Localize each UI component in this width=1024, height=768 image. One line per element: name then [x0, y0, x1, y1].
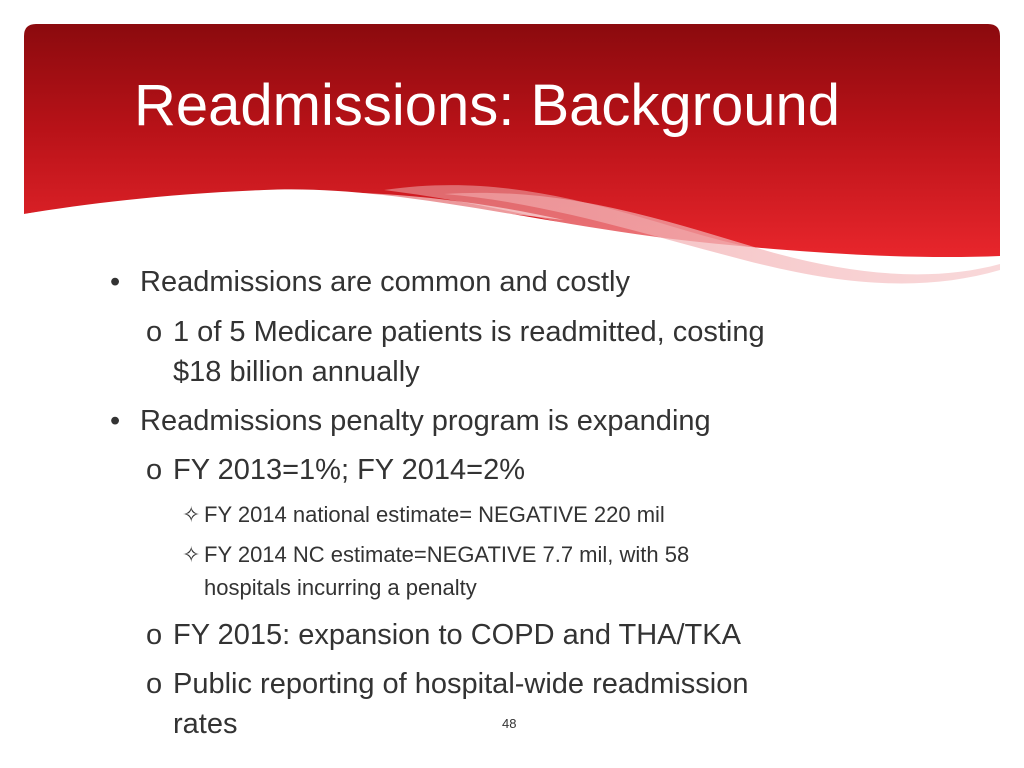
- sub-bullet-text-2-3-line2: rates: [173, 708, 238, 740]
- sub-sub-bullet-marker-2-1-2: ✧: [182, 542, 201, 567]
- sub-bullet-text-1-1-line1: 1 of 5 Medicare patients is readmitted, costing: [173, 316, 765, 348]
- sub-sub-bullet-text-2-1-1: FY 2014 national estimate= NEGATIVE 220 mil: [204, 502, 665, 527]
- sub-bullet-text-2-2: FY 2015: expansion to COPD and THA/TKA: [173, 619, 741, 651]
- sub-bullet-marker-2-1: o: [146, 454, 163, 486]
- page-number: 48: [502, 716, 517, 731]
- sub-bullet-marker-2-2: o: [146, 619, 163, 651]
- sub-sub-bullet-marker-2-1-1: ✧: [182, 502, 201, 527]
- sub-bullet-text-1-1-line2: $18 billion annually: [173, 356, 420, 388]
- bullet-marker-2: •: [110, 405, 121, 437]
- sub-bullet-marker-2-3: o: [146, 668, 163, 700]
- sub-bullet-marker-1-1: o: [146, 316, 163, 348]
- sub-sub-bullet-text-2-1-2-line1: FY 2014 NC estimate=NEGATIVE 7.7 mil, with 58: [204, 542, 690, 567]
- slide-title: Readmissions: Background: [134, 73, 841, 138]
- bullet-text-1: Readmissions are common and costly: [140, 266, 630, 298]
- bullet-marker-1: •: [110, 266, 121, 298]
- sub-bullet-text-2-3-line1: Public reporting of hospital-wide readmission: [173, 668, 749, 700]
- sub-sub-bullet-text-2-1-2-line2: hospitals incurring a penalty: [204, 575, 477, 600]
- bullet-text-2: Readmissions penalty program is expanding: [140, 405, 711, 437]
- sub-bullet-text-2-1: FY 2013=1%; FY 2014=2%: [173, 454, 526, 486]
